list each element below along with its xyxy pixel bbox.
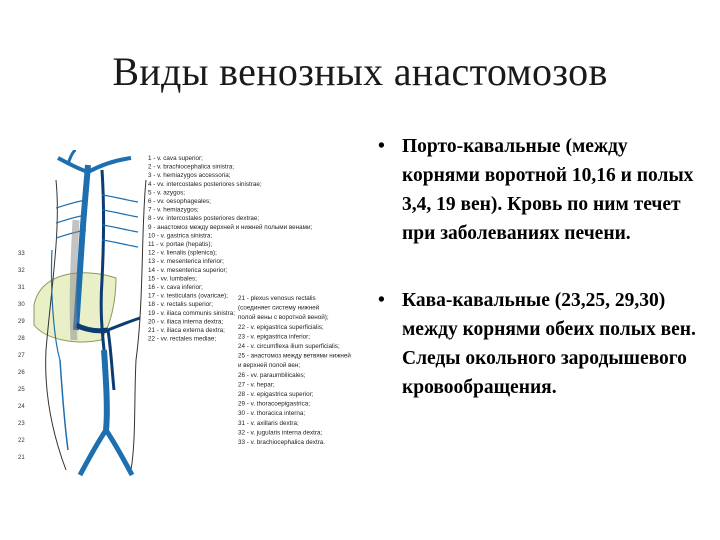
callout-number: 27 (18, 353, 25, 359)
legend-line: 11 - v. portae (hepatis); (148, 241, 213, 248)
anatomy-illustration (16, 150, 352, 480)
legend-line: 12 - v. lienalis (splenica); (148, 249, 217, 257)
legend-line: (соединяет систему нижней (238, 304, 320, 312)
callout-number: 22 (18, 438, 25, 444)
legend-line: 33 - v. brachiocephalica dextra. (238, 439, 326, 446)
legend-line: 30 - v. thoracica interna; (238, 410, 306, 418)
callout-number: 21 (18, 455, 25, 461)
callout-number: 25 (18, 387, 25, 393)
legend-line: 24 - v. circumflexa ilium superficialis; (238, 343, 340, 350)
jugular-vein (68, 150, 76, 164)
legend-line: и верхней полой вен; (238, 362, 301, 370)
legend-line: 8 - vv. intercostales posteriores dextrae; (148, 215, 260, 223)
intercostal-veins (56, 195, 138, 247)
legend-line: 22 - v. epigastrica superficialis; (238, 323, 324, 331)
legend-line: 26 - vv. paraumbilicales; (238, 371, 306, 379)
iliac-left (106, 430, 132, 475)
callout-number: 26 (18, 370, 25, 376)
legend-line: 13 - v. mesenterica inferior; (148, 258, 224, 266)
legend-line: 19 - v. iliaca communis sinistra; (148, 309, 236, 317)
callout-number: 28 (18, 336, 25, 342)
callout-number: 33 (18, 251, 25, 257)
brachiocephalic-right (58, 158, 88, 172)
legend-line: 28 - v. epigastrica superior; (238, 391, 314, 398)
legend-line: 7 - v. hemiazygos; (148, 206, 199, 214)
venous-anastomoses-figure (16, 150, 352, 480)
legend-line: 3 - v. hemiazygos accessoria; (148, 172, 231, 180)
callout-number: 31 (18, 285, 25, 291)
brachiocephalic-left (88, 158, 131, 172)
legend-line: 14 - v. mesenterica superior; (148, 266, 228, 274)
legend-line: 17 - v. testicularis (ovaricae); (148, 292, 229, 300)
callout-number: 32 (18, 268, 25, 274)
callout-number: 30 (18, 302, 25, 308)
bullet-text: Порто-кавальные (между корнями воротной 10,16 и полых 3,4, 19 вен). Кровь по ним течет при заболеваниях печени. (402, 136, 694, 244)
legend-line: 2 - v. brachiocephalica sinistra; (148, 163, 234, 171)
bullet-marker: • (378, 136, 385, 157)
legend-line: 29 - v. thoracoepigastrica; (238, 400, 310, 408)
legend-line: 16 - v. cava inferior; (148, 284, 203, 291)
bullet-porto-caval (378, 132, 708, 248)
bullet-text: Кава-кавальные (23,25, 29,30) между корнями обеих полых вен. Следы окольного зародышевого кровообращения. (402, 290, 696, 398)
legend-column-right (238, 295, 351, 446)
legend-line: 22 - vv. rectales mediae; (148, 335, 217, 343)
legend-line: 31 - v. axillaris dextra; (238, 419, 299, 427)
body-outline-right (131, 180, 146, 470)
legend-line: 25 - анастомоз между ветвями нижней (238, 352, 351, 360)
slide-title: Виды венозных анастомозов (112, 49, 608, 94)
callout-number: 23 (18, 421, 25, 427)
legend-line: 6 - vv. oesophageales; (148, 198, 211, 205)
callout-number: 29 (18, 319, 25, 325)
vena-cava-inferior (104, 350, 107, 430)
splenic-vein (108, 318, 140, 330)
bullet-marker: • (378, 290, 385, 311)
legend-line: 27 - v. hepar; (238, 381, 275, 389)
legend-line: 21 - plexus venosus rectalis (238, 295, 316, 302)
bullet-cava-caval (378, 286, 708, 402)
legend-line: 10 - v. gastrica sinistra; (148, 232, 213, 240)
legend-line: 1 - v. cava superior; (148, 155, 203, 162)
mesenteric-vein (108, 330, 114, 390)
legend-line: 21 - v. iliaca externa dextra; (148, 327, 225, 334)
legend-line: 23 - v. epigastrica inferior; (238, 333, 310, 341)
epigastric-vein (60, 360, 68, 450)
legend-line: 9 - анастомоз между верхней и нижней полыми венами; (148, 223, 313, 231)
legend-line: 18 - v. rectalis superior; (148, 301, 213, 309)
legend-line: 5 - v. azygos; (148, 189, 185, 197)
legend-line: полой вены с воротной веной); (238, 314, 329, 322)
iliac-right (80, 430, 106, 475)
paraumbilical-tube (73, 220, 76, 340)
legend-line: 15 - vv. lumbales; (148, 275, 197, 283)
callout-numbers (18, 251, 25, 461)
bullet-list (378, 132, 708, 440)
legend-line: 32 - v. jugularis interna dextra; (238, 429, 323, 437)
callout-number: 24 (18, 404, 25, 410)
legend-line: 20 - v. iliaca interna dextra; (148, 318, 224, 326)
legend-line: 4 - vv. intercostales posteriores sinistrae; (148, 180, 262, 188)
